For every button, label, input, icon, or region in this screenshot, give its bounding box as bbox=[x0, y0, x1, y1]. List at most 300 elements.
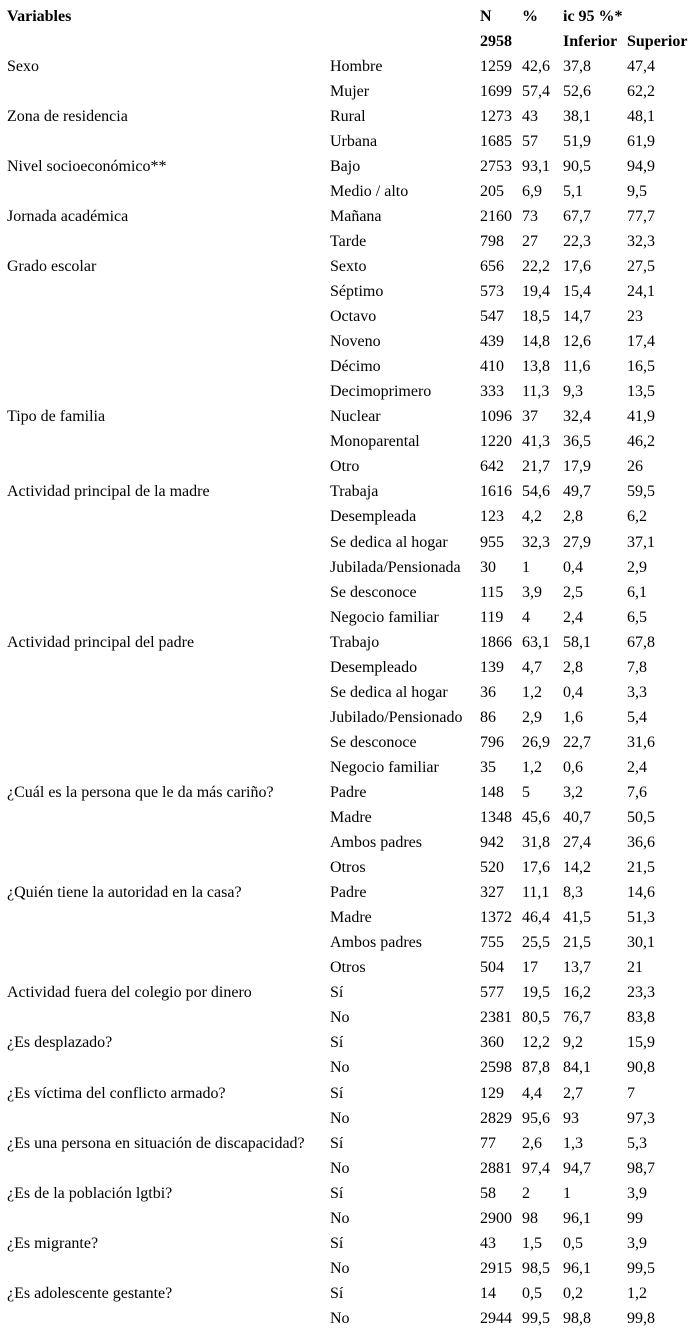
percent-cell: 21,7 bbox=[522, 458, 550, 476]
category-cell: Tarde bbox=[330, 232, 367, 250]
percent-cell: 45,6 bbox=[522, 809, 550, 827]
percent-cell: 11,1 bbox=[522, 884, 550, 902]
ci-upper-cell: 3,3 bbox=[627, 683, 647, 701]
percent-cell: 13,8 bbox=[522, 358, 550, 376]
ci-lower-cell: 22,7 bbox=[563, 733, 591, 751]
n-cell: 955 bbox=[480, 533, 504, 551]
header-category-spacer bbox=[330, 4, 480, 29]
variable-cell bbox=[7, 956, 330, 981]
percent-cell: 2,9 bbox=[522, 708, 542, 726]
ci-lower-cell: 13,7 bbox=[563, 959, 591, 977]
variable-cell: ¿Es adolescente gestante? bbox=[7, 1284, 173, 1302]
ci-lower-cell: 98,8 bbox=[563, 1309, 591, 1327]
category-cell: Se desconoce bbox=[330, 583, 417, 601]
header-row-primary bbox=[7, 4, 695, 29]
percent-cell: 14,8 bbox=[522, 333, 550, 351]
ci-lower-cell: 96,1 bbox=[563, 1209, 591, 1227]
ci-upper-cell: 6,5 bbox=[627, 608, 647, 626]
ci-upper-cell: 5,4 bbox=[627, 708, 647, 726]
n-cell: 504 bbox=[480, 959, 504, 977]
table-row bbox=[7, 405, 695, 430]
n-cell: 577 bbox=[480, 984, 504, 1002]
ci-lower-cell: 41,5 bbox=[563, 909, 591, 927]
variable-cell bbox=[7, 1156, 330, 1181]
category-cell: Sí bbox=[330, 1134, 344, 1152]
percent-cell: 99,5 bbox=[522, 1309, 550, 1327]
ci-lower-cell: 2,7 bbox=[563, 1084, 583, 1102]
ci-lower-cell: 84,1 bbox=[563, 1059, 591, 1077]
percent-cell: 63,1 bbox=[522, 633, 550, 651]
ci-lower-cell: 0,5 bbox=[563, 1234, 583, 1252]
variable-cell: Sexo bbox=[7, 57, 39, 75]
variable-cell bbox=[7, 755, 330, 780]
ci-upper-cell: 77,7 bbox=[627, 207, 655, 225]
category-cell: Sí bbox=[330, 1234, 344, 1252]
table-row bbox=[7, 79, 695, 104]
n-cell: 642 bbox=[480, 458, 504, 476]
ci-lower-cell: 1 bbox=[563, 1184, 571, 1202]
table-row bbox=[7, 981, 695, 1006]
n-cell: 2598 bbox=[480, 1059, 512, 1077]
ci-upper-cell: 98,7 bbox=[627, 1159, 655, 1177]
category-cell: Mañana bbox=[330, 207, 382, 225]
table-row bbox=[7, 1106, 695, 1131]
n-cell: 1866 bbox=[480, 633, 512, 651]
category-cell: Se desconoce bbox=[330, 733, 417, 751]
table-row bbox=[7, 831, 695, 856]
ci-upper-cell: 16,5 bbox=[627, 358, 655, 376]
table-row bbox=[7, 755, 695, 780]
ci-upper-cell: 36,6 bbox=[627, 834, 655, 852]
n-cell: 1372 bbox=[480, 909, 512, 927]
variable-cell: ¿Es víctima del conflicto armado? bbox=[7, 1084, 226, 1102]
percent-cell: 93,1 bbox=[522, 157, 550, 175]
category-cell: Jubilada/Pensionada bbox=[330, 558, 461, 576]
table-row bbox=[7, 1081, 695, 1106]
ci-upper-cell: 6,1 bbox=[627, 583, 647, 601]
table-row bbox=[7, 580, 695, 605]
ci-lower-cell: 52,6 bbox=[563, 82, 591, 100]
ci-upper-cell: 23 bbox=[627, 308, 643, 326]
variable-cell bbox=[7, 505, 330, 530]
percent-cell: 5 bbox=[522, 783, 530, 801]
variable-cell bbox=[7, 530, 330, 555]
ci-lower-cell: 1,3 bbox=[563, 1134, 583, 1152]
n-cell: 2900 bbox=[480, 1209, 512, 1227]
category-cell: Ambos padres bbox=[330, 834, 422, 852]
percent-cell: 57 bbox=[522, 132, 538, 150]
percent-cell: 42,6 bbox=[522, 57, 550, 75]
category-cell: Otros bbox=[330, 859, 366, 877]
category-cell: Negocio familiar bbox=[330, 758, 439, 776]
ci-lower-cell: 2,5 bbox=[563, 583, 583, 601]
percent-cell: 25,5 bbox=[522, 934, 550, 952]
variable-cell bbox=[7, 1206, 330, 1231]
variable-cell bbox=[7, 605, 330, 630]
table-row bbox=[7, 956, 695, 981]
variable-cell: Nivel socioeconómico** bbox=[7, 157, 167, 175]
ci-lower-cell: 2,8 bbox=[563, 508, 583, 526]
n-cell: 2753 bbox=[480, 157, 512, 175]
percent-cell: 95,6 bbox=[522, 1109, 550, 1127]
variable-cell: ¿Es desplazado? bbox=[7, 1034, 113, 1052]
percent-cell: 17 bbox=[522, 959, 538, 977]
table-row bbox=[7, 1306, 695, 1331]
table-row bbox=[7, 931, 695, 956]
ci-lower-cell: 0,4 bbox=[563, 558, 583, 576]
header-row-secondary bbox=[7, 29, 695, 54]
table-row bbox=[7, 881, 695, 906]
category-cell: No bbox=[330, 1259, 350, 1277]
n-cell: 30 bbox=[480, 558, 496, 576]
n-cell: 656 bbox=[480, 257, 504, 275]
ci-lower-cell: 3,2 bbox=[563, 783, 583, 801]
ci-lower-cell: 17,9 bbox=[563, 458, 591, 476]
ci-upper-cell: 15,9 bbox=[627, 1034, 655, 1052]
variable-cell bbox=[7, 129, 330, 154]
variable-cell bbox=[7, 330, 330, 355]
variable-cell bbox=[7, 555, 330, 580]
ci-upper-cell: 61,9 bbox=[627, 132, 655, 150]
n-cell: 1273 bbox=[480, 107, 512, 125]
table-row bbox=[7, 1031, 695, 1056]
category-cell: Sí bbox=[330, 1084, 344, 1102]
percent-cell: 6,9 bbox=[522, 182, 542, 200]
header-total-n: 2958 bbox=[480, 32, 512, 50]
variable-cell bbox=[7, 1056, 330, 1081]
percent-cell: 12,2 bbox=[522, 1034, 550, 1052]
header-n: N bbox=[480, 7, 492, 25]
variable-cell bbox=[7, 931, 330, 956]
ci-upper-cell: 99,5 bbox=[627, 1259, 655, 1277]
percent-cell: 19,5 bbox=[522, 984, 550, 1002]
table-row bbox=[7, 380, 695, 405]
ci-upper-cell: 1,2 bbox=[627, 1284, 647, 1302]
ci-lower-cell: 90,5 bbox=[563, 157, 591, 175]
ci-lower-cell: 36,5 bbox=[563, 433, 591, 451]
ci-upper-cell: 9,5 bbox=[627, 182, 647, 200]
table-row bbox=[7, 1056, 695, 1081]
ci-lower-cell: 8,3 bbox=[563, 884, 583, 902]
category-cell: Se dedica al hogar bbox=[330, 683, 448, 701]
ci-upper-cell: 7,6 bbox=[627, 783, 647, 801]
ci-upper-cell: 7 bbox=[627, 1084, 635, 1102]
ci-lower-cell: 15,4 bbox=[563, 283, 591, 301]
category-cell: Trabajo bbox=[330, 633, 380, 651]
table-row bbox=[7, 680, 695, 705]
table-row bbox=[7, 555, 695, 580]
n-cell: 798 bbox=[480, 232, 504, 250]
descriptive-stats-table bbox=[7, 4, 695, 1331]
n-cell: 148 bbox=[480, 783, 504, 801]
table-row bbox=[7, 1256, 695, 1281]
ci-upper-cell: 46,2 bbox=[627, 433, 655, 451]
n-cell: 333 bbox=[480, 383, 504, 401]
percent-cell: 32,3 bbox=[522, 533, 550, 551]
percent-cell: 87,8 bbox=[522, 1059, 550, 1077]
table-row bbox=[7, 54, 695, 79]
category-cell: Noveno bbox=[330, 333, 381, 351]
percent-cell: 1 bbox=[522, 558, 530, 576]
ci-upper-cell: 23,3 bbox=[627, 984, 655, 1002]
category-cell: Trabaja bbox=[330, 483, 379, 501]
header-ci95: ic 95 %* bbox=[563, 7, 623, 25]
table-row bbox=[7, 1181, 695, 1206]
variable-cell: Grado escolar bbox=[7, 257, 97, 275]
header-percent: % bbox=[522, 7, 538, 25]
header-variables: Variables bbox=[7, 7, 72, 25]
ci-lower-cell: 2,8 bbox=[563, 658, 583, 676]
percent-cell: 17,6 bbox=[522, 859, 550, 877]
ci-upper-cell: 83,8 bbox=[627, 1009, 655, 1027]
ci-upper-cell: 30,1 bbox=[627, 934, 655, 952]
percent-cell: 26,9 bbox=[522, 733, 550, 751]
category-cell: Sí bbox=[330, 1184, 344, 1202]
n-cell: 119 bbox=[480, 608, 504, 626]
ci-upper-cell: 97,3 bbox=[627, 1109, 655, 1127]
category-cell: Sí bbox=[330, 1284, 344, 1302]
variable-cell bbox=[7, 856, 330, 881]
ci-lower-cell: 76,7 bbox=[563, 1009, 591, 1027]
percent-cell: 1,5 bbox=[522, 1234, 542, 1252]
ci-lower-cell: 5,1 bbox=[563, 182, 583, 200]
ci-upper-cell: 99 bbox=[627, 1209, 643, 1227]
variable-cell bbox=[7, 806, 330, 831]
n-cell: 43 bbox=[480, 1234, 496, 1252]
variable-cell bbox=[7, 730, 330, 755]
table-row bbox=[7, 505, 695, 530]
table-row bbox=[7, 305, 695, 330]
table-row bbox=[7, 1281, 695, 1306]
n-cell: 439 bbox=[480, 333, 504, 351]
percent-cell: 27 bbox=[522, 232, 538, 250]
n-cell: 14 bbox=[480, 1284, 496, 1302]
table-row bbox=[7, 129, 695, 154]
category-cell: Desempleada bbox=[330, 508, 417, 526]
ci-lower-cell: 21,5 bbox=[563, 934, 591, 952]
percent-cell: 4,2 bbox=[522, 508, 542, 526]
variable-cell bbox=[7, 229, 330, 254]
table-row bbox=[7, 630, 695, 655]
table-row bbox=[7, 254, 695, 279]
n-cell: 755 bbox=[480, 934, 504, 952]
n-cell: 796 bbox=[480, 733, 504, 751]
ci-upper-cell: 24,1 bbox=[627, 283, 655, 301]
ci-lower-cell: 0,2 bbox=[563, 1284, 583, 1302]
table-row bbox=[7, 655, 695, 680]
variable-cell bbox=[7, 1306, 330, 1331]
variable-cell bbox=[7, 455, 330, 480]
category-cell: Decimoprimero bbox=[330, 383, 432, 401]
category-cell: No bbox=[330, 1309, 350, 1327]
header-spacer bbox=[7, 29, 330, 54]
ci-lower-cell: 49,7 bbox=[563, 483, 591, 501]
ci-upper-cell: 13,5 bbox=[627, 383, 655, 401]
percent-cell: 57,4 bbox=[522, 82, 550, 100]
variable-cell: ¿Es de la población lgtbi? bbox=[7, 1184, 173, 1202]
category-cell: No bbox=[330, 1109, 350, 1127]
ci-lower-cell: 37,8 bbox=[563, 57, 591, 75]
ci-lower-cell: 0,6 bbox=[563, 758, 583, 776]
variable-cell: Tipo de familia bbox=[7, 408, 106, 426]
ci-upper-cell: 5,3 bbox=[627, 1134, 647, 1152]
table-row bbox=[7, 705, 695, 730]
ci-lower-cell: 12,6 bbox=[563, 333, 591, 351]
ci-lower-cell: 11,6 bbox=[563, 358, 591, 376]
n-cell: 942 bbox=[480, 834, 504, 852]
ci-lower-cell: 94,7 bbox=[563, 1159, 591, 1177]
table-row bbox=[7, 605, 695, 630]
table-row bbox=[7, 1231, 695, 1256]
percent-cell: 1,2 bbox=[522, 758, 542, 776]
table-row bbox=[7, 179, 695, 204]
ci-lower-cell: 67,7 bbox=[563, 207, 591, 225]
n-cell: 1096 bbox=[480, 408, 512, 426]
percent-cell: 0,5 bbox=[522, 1284, 542, 1302]
n-cell: 360 bbox=[480, 1034, 504, 1052]
percent-cell: 2 bbox=[522, 1184, 530, 1202]
variable-cell bbox=[7, 831, 330, 856]
ci-upper-cell: 90,8 bbox=[627, 1059, 655, 1077]
ci-lower-cell: 9,3 bbox=[563, 383, 583, 401]
table-row bbox=[7, 1006, 695, 1031]
table-row bbox=[7, 480, 695, 505]
ci-lower-cell: 14,2 bbox=[563, 859, 591, 877]
category-cell: Madre bbox=[330, 809, 372, 827]
table-row bbox=[7, 355, 695, 380]
category-cell: Décimo bbox=[330, 358, 381, 376]
category-cell: Medio / alto bbox=[330, 182, 409, 200]
header-ci-upper: Superior bbox=[627, 32, 688, 50]
table-row bbox=[7, 154, 695, 179]
n-cell: 2944 bbox=[480, 1309, 512, 1327]
category-cell: Bajo bbox=[330, 157, 361, 175]
percent-cell: 73 bbox=[522, 207, 538, 225]
ci-upper-cell: 3,9 bbox=[627, 1184, 647, 1202]
header-ci-lower: Inferior bbox=[563, 32, 618, 50]
ci-lower-cell: 51,9 bbox=[563, 132, 591, 150]
ci-lower-cell: 58,1 bbox=[563, 633, 591, 651]
category-cell: No bbox=[330, 1009, 350, 1027]
category-cell: Ambos padres bbox=[330, 934, 422, 952]
ci-upper-cell: 67,8 bbox=[627, 633, 655, 651]
variable-cell: Zona de residencia bbox=[7, 107, 128, 125]
ci-lower-cell: 27,4 bbox=[563, 834, 591, 852]
ci-lower-cell: 16,2 bbox=[563, 984, 591, 1002]
variable-cell bbox=[7, 380, 330, 405]
variable-cell: Actividad principal de la madre bbox=[7, 483, 210, 501]
ci-upper-cell: 2,4 bbox=[627, 758, 647, 776]
percent-cell: 37 bbox=[522, 408, 538, 426]
ci-upper-cell: 6,2 bbox=[627, 508, 647, 526]
n-cell: 86 bbox=[480, 708, 496, 726]
category-cell: Jubilado/Pensionado bbox=[330, 708, 463, 726]
n-cell: 1699 bbox=[480, 82, 512, 100]
table-row bbox=[7, 730, 695, 755]
table-row bbox=[7, 280, 695, 305]
table-row bbox=[7, 430, 695, 455]
ci-lower-cell: 9,2 bbox=[563, 1034, 583, 1052]
variable-cell bbox=[7, 280, 330, 305]
n-cell: 1348 bbox=[480, 809, 512, 827]
category-cell: No bbox=[330, 1059, 350, 1077]
percent-cell: 3,9 bbox=[522, 583, 542, 601]
ci-upper-cell: 3,9 bbox=[627, 1234, 647, 1252]
variable-cell bbox=[7, 355, 330, 380]
n-cell: 2829 bbox=[480, 1109, 512, 1127]
percent-cell: 1,2 bbox=[522, 683, 542, 701]
variable-cell: ¿Quién tiene la autoridad en la casa? bbox=[7, 884, 242, 902]
ci-upper-cell: 27,5 bbox=[627, 257, 655, 275]
percent-cell: 4,7 bbox=[522, 658, 542, 676]
ci-lower-cell: 40,7 bbox=[563, 809, 591, 827]
variable-cell: Jornada académica bbox=[7, 207, 129, 225]
variable-cell bbox=[7, 1256, 330, 1281]
ci-upper-cell: 26 bbox=[627, 458, 643, 476]
category-cell: Padre bbox=[330, 884, 367, 902]
variable-cell bbox=[7, 705, 330, 730]
variable-cell: ¿Cuál es la persona que le da más cariño? bbox=[7, 783, 274, 801]
percent-cell: 31,8 bbox=[522, 834, 550, 852]
table-row bbox=[7, 856, 695, 881]
ci-upper-cell: 48,1 bbox=[627, 107, 655, 125]
percent-cell: 43 bbox=[522, 107, 538, 125]
n-cell: 115 bbox=[480, 583, 504, 601]
variable-cell: Actividad principal del padre bbox=[7, 633, 195, 651]
ci-upper-cell: 14,6 bbox=[627, 884, 655, 902]
variable-cell bbox=[7, 305, 330, 330]
n-cell: 35 bbox=[480, 758, 496, 776]
ci-lower-cell: 2,4 bbox=[563, 608, 583, 626]
ci-upper-cell: 32,3 bbox=[627, 232, 655, 250]
category-cell: Urbana bbox=[330, 132, 378, 150]
variable-cell bbox=[7, 430, 330, 455]
ci-upper-cell: 94,9 bbox=[627, 157, 655, 175]
table-row bbox=[7, 455, 695, 480]
variable-cell bbox=[7, 680, 330, 705]
percent-cell: 22,2 bbox=[522, 257, 550, 275]
percent-cell: 11,3 bbox=[522, 383, 550, 401]
category-cell: Monoparental bbox=[330, 433, 420, 451]
ci-upper-cell: 17,4 bbox=[627, 333, 655, 351]
ci-lower-cell: 96,1 bbox=[563, 1259, 591, 1277]
ci-lower-cell: 32,4 bbox=[563, 408, 591, 426]
table-row bbox=[7, 780, 695, 805]
variable-cell bbox=[7, 655, 330, 680]
n-cell: 520 bbox=[480, 859, 504, 877]
table-row bbox=[7, 1156, 695, 1181]
table-row bbox=[7, 330, 695, 355]
n-cell: 1616 bbox=[480, 483, 512, 501]
ci-upper-cell: 37,1 bbox=[627, 533, 655, 551]
variable-cell: ¿Es una persona en situación de discapacidad? bbox=[7, 1134, 305, 1152]
ci-lower-cell: 0,4 bbox=[563, 683, 583, 701]
category-cell: Madre bbox=[330, 909, 372, 927]
n-cell: 123 bbox=[480, 508, 504, 526]
n-cell: 58 bbox=[480, 1184, 496, 1202]
variable-cell: ¿Es migrante? bbox=[7, 1234, 99, 1252]
ci-lower-cell: 14,7 bbox=[563, 308, 591, 326]
percent-cell: 2,6 bbox=[522, 1134, 542, 1152]
percent-cell: 4 bbox=[522, 608, 530, 626]
variable-cell bbox=[7, 79, 330, 104]
percent-cell: 80,5 bbox=[522, 1009, 550, 1027]
table-body bbox=[7, 54, 695, 1331]
n-cell: 129 bbox=[480, 1084, 504, 1102]
percent-cell: 54,6 bbox=[522, 483, 550, 501]
n-cell: 1685 bbox=[480, 132, 512, 150]
variable-cell bbox=[7, 179, 330, 204]
